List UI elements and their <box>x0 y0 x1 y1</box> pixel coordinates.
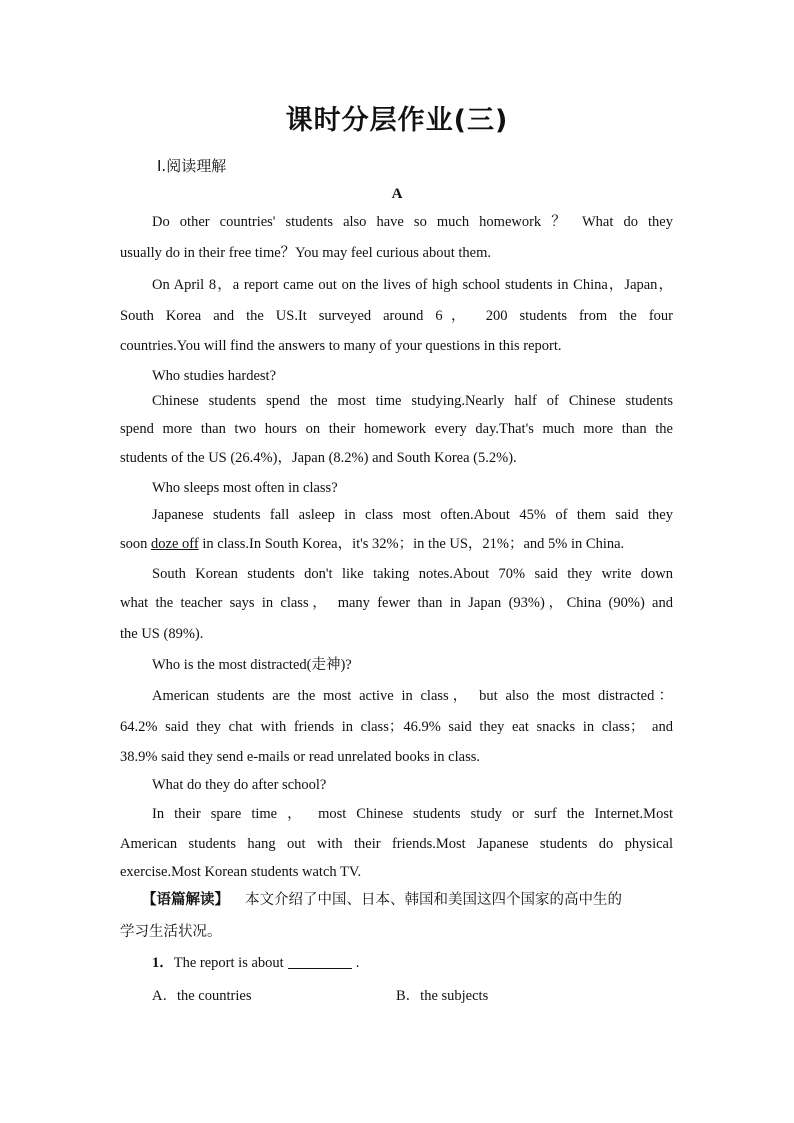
underlined-phrase: doze off <box>151 536 199 552</box>
passage-line: usually do in their free time？You may feel curious about them. <box>120 245 492 261</box>
question-number: 1． <box>152 955 174 971</box>
question-heading: Who studies hardest? <box>152 368 277 384</box>
answer-blank <box>288 954 352 969</box>
text-fragment: in class.In South Korea，it's 32%；in the US，21%；and 5% in China. <box>198 536 625 552</box>
passage-line: South Korean students don't like taking notes.About 70% said they write down <box>152 566 673 582</box>
passage-line <box>120 534 673 554</box>
analysis-text: 本文介绍了中国、日本、韩国和美国这四个国家的高中生的 <box>245 892 622 908</box>
passage-line: spend more than two hours on their homework every day.That's much more than the <box>120 421 673 437</box>
passage-line: Do other countries' students also have so much homework ？ What do they <box>152 214 673 230</box>
question-heading: Who is the most distracted(走神)? <box>152 657 352 673</box>
page-title: 课时分层作业(三) <box>285 105 509 136</box>
text-fragment: soon <box>120 536 152 552</box>
option-a: A．the countries <box>152 988 252 1004</box>
passage-line: South Korea and the US.It surveyed around 6， 200 students from the four <box>120 308 673 324</box>
question-stem <box>152 953 705 973</box>
analysis-label: 【语篇解读】 <box>142 892 229 908</box>
section-heading: Ⅰ.阅读理解 <box>157 157 227 175</box>
question-text: The report is about <box>173 955 284 971</box>
passage-line: On April 8，a report came out on the lives of high school students in China，Japan， <box>152 277 673 293</box>
analysis-line <box>142 890 673 910</box>
passage-line: what the teacher says in class， many fewer than in Japan (93%)，China (90%) and <box>120 595 673 611</box>
passage-line: Japanese students fall asleep in class most often.About 45% of them said they <box>152 507 673 523</box>
passage-label: A <box>391 186 403 202</box>
passage-line: 64.2% said they chat with friends in class；46.9% said they eat snacks in class； and <box>120 719 673 735</box>
question-heading: What do they do after school? <box>152 777 327 793</box>
question-end: . <box>355 955 360 971</box>
passage-line: 38.9% said they send e-mails or read unrelated books in class. <box>120 749 480 765</box>
analysis-line: 学习生活状况。 <box>120 924 222 940</box>
question-heading: Who sleeps most often in class? <box>152 480 338 496</box>
passage-line: In their spare time ， most Chinese students study or surf the Internet.Most <box>152 806 673 822</box>
passage-line: exercise.Most Korean students watch TV. <box>120 864 362 880</box>
passage-line: American students are the most active in class， but also the most distracted： <box>152 688 673 704</box>
passage-line: Chinese students spend the most time studying.Nearly half of Chinese students <box>152 393 673 409</box>
passage-line: students of the US (26.4%)，Japan (8.2%) and South Korea (5.2%). <box>120 450 517 466</box>
passage-line: the US (89%). <box>120 626 204 642</box>
option-b: B．the subjects <box>396 988 489 1004</box>
passage-line: American students hang out with their friends.Most Japanese students do physical <box>120 836 673 852</box>
passage-line: countries.You will find the answers to many of your questions in this report. <box>120 338 562 354</box>
